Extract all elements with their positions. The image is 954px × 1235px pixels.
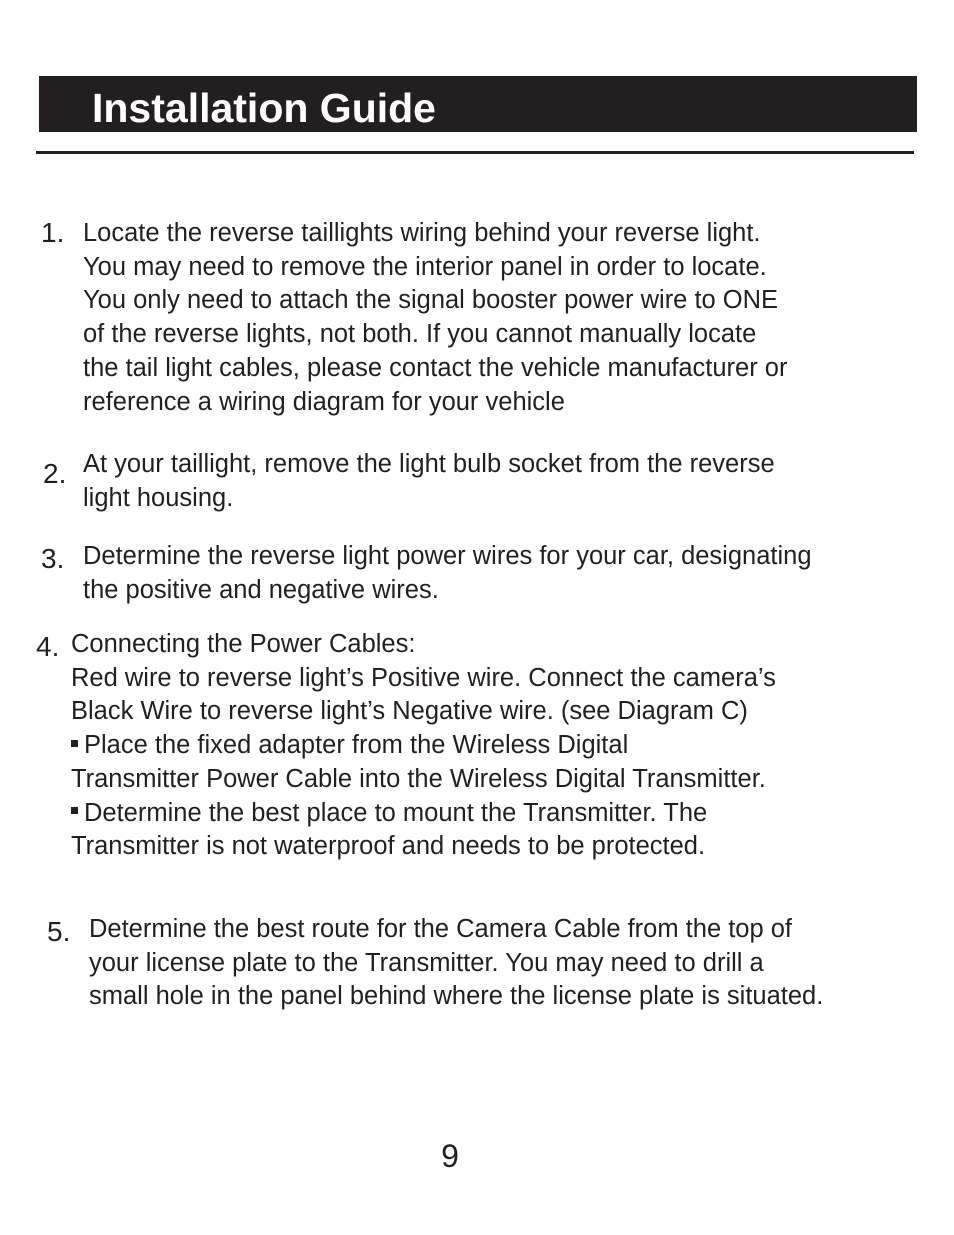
- header-divider: [36, 151, 914, 154]
- step-1-line: of the reverse lights, not both. If you cannot manually locate: [83, 320, 757, 349]
- step-5-line: small hole in the panel behind where the license plate is situated.: [89, 982, 824, 1011]
- step-4-bullet-item: [71, 797, 776, 831]
- step-5-line: your license plate to the Transmitter. You may need to drill a: [89, 948, 764, 977]
- step-4-number: 4.: [36, 631, 60, 662]
- step-4-line: Transmitter Power Cable into the Wireless Digital Transmitter.: [71, 764, 766, 793]
- step-1-line: Locate the reverse taillights wiring behind your reverse light.: [83, 219, 761, 247]
- step-4-bullet-text: Determine the best place to mount the Transmitter. The: [84, 798, 708, 827]
- page-number: 9: [441, 1138, 459, 1174]
- step-2-line: light housing.: [83, 483, 234, 512]
- step-4-text: [71, 628, 776, 864]
- step-4-line: Connecting the Power Cables:: [71, 630, 416, 658]
- step-3-text: [83, 540, 812, 607]
- page-title: Installation Guide: [92, 85, 436, 131]
- step-1-line: reference a wiring diagram for your vehicle: [83, 387, 565, 416]
- step-3-line: Determine the reverse light power wires for your car, designating: [83, 542, 812, 570]
- step-5-number: 5.: [47, 916, 71, 947]
- step-3-line: the positive and negative wires.: [83, 575, 439, 604]
- step-4-line: Transmitter is not waterproof and needs to be protected.: [71, 832, 706, 861]
- step-5-text: [89, 913, 823, 1014]
- step-2-number: 2.: [43, 458, 67, 489]
- bullet-icon: [71, 807, 78, 814]
- step-4-bullet-text: Place the fixed adapter from the Wireless Digital: [84, 731, 629, 760]
- step-2-text: [83, 448, 775, 515]
- step-4-line: Black Wire to reverse light’s Negative wire. (see Diagram C): [71, 697, 748, 726]
- step-4-line: Red wire to reverse light’s Positive wire. Connect the camera’s: [71, 663, 776, 692]
- step-5-line: Determine the best route for the Camera Cable from the top of: [89, 915, 793, 943]
- step-1-line: You may need to remove the interior panel in order to locate.: [83, 252, 767, 281]
- step-2-line: At your taillight, remove the light bulb socket from the reverse: [83, 450, 775, 478]
- step-1-line: the tail light cables, please contact the vehicle manufacturer or: [83, 353, 788, 382]
- step-1-number: 1.: [41, 217, 65, 248]
- bullet-icon: [71, 740, 78, 747]
- step-3-number: 3.: [41, 543, 65, 574]
- step-1-line: You only need to attach the signal booster power wire to ONE: [83, 286, 779, 315]
- step-1-text: [83, 217, 787, 419]
- step-4-bullet-item: [71, 729, 776, 763]
- title-bar: [39, 76, 917, 132]
